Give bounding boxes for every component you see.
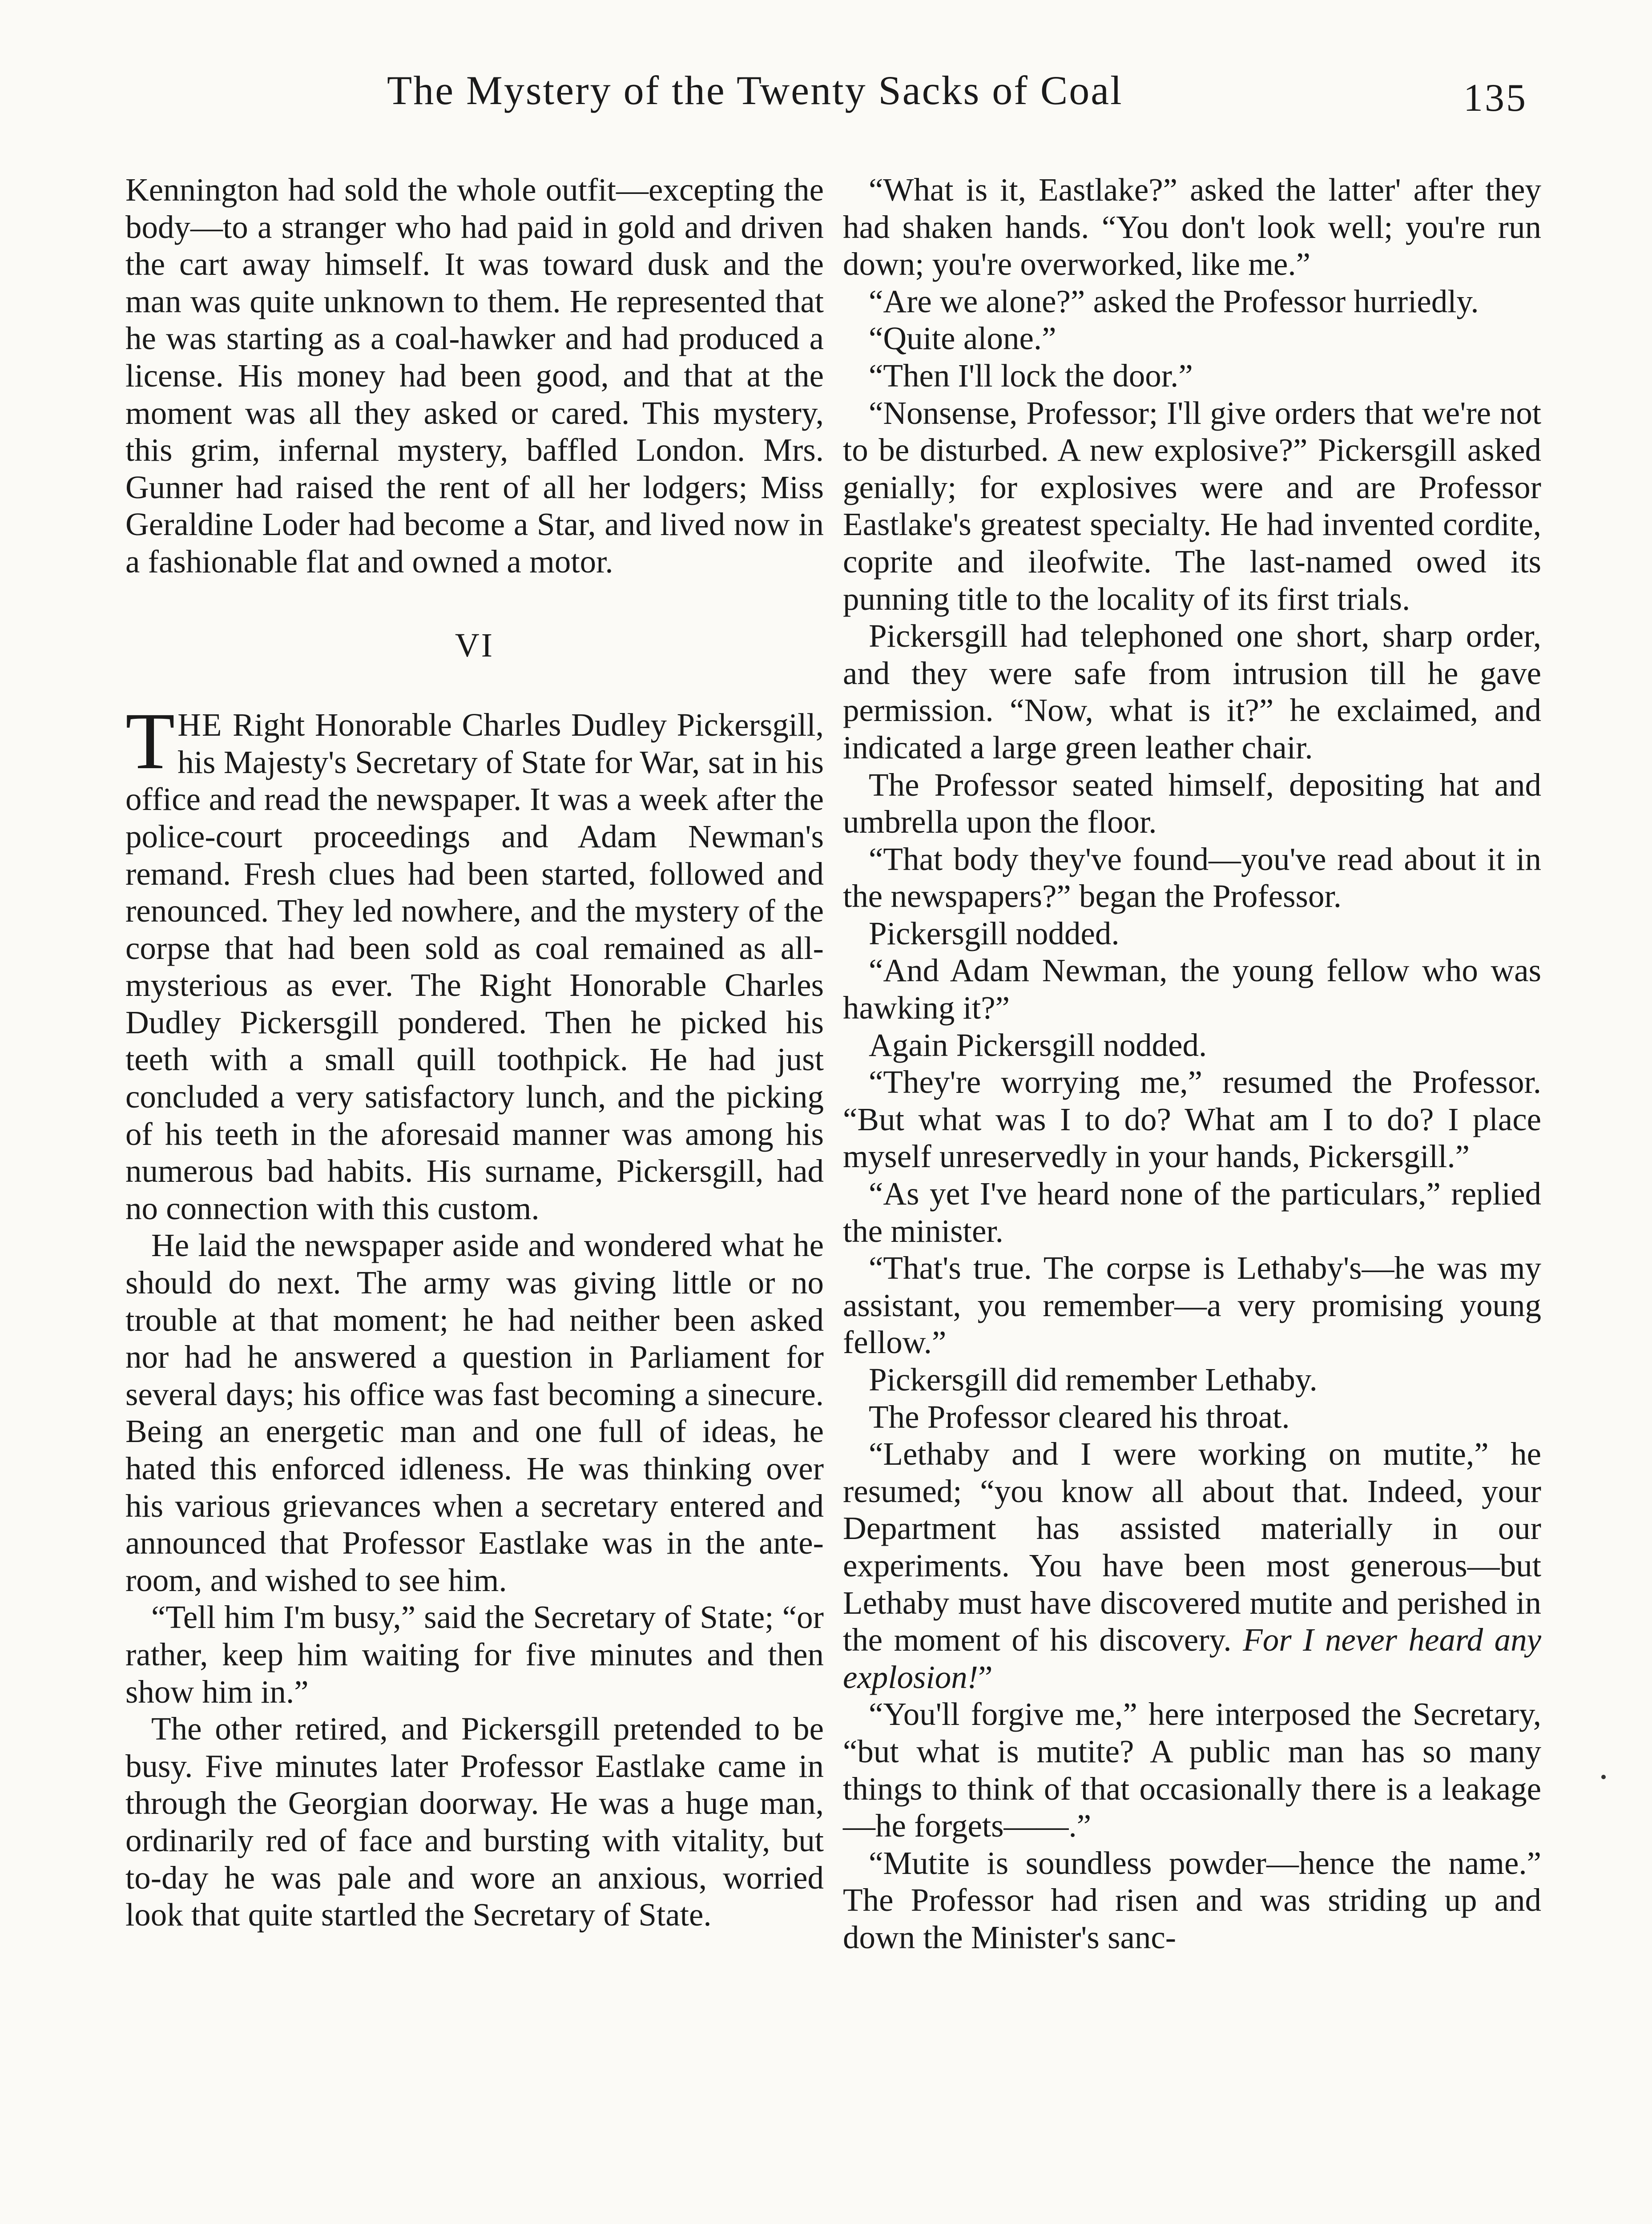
paragraph: “You'll forgive me,” here interposed the Secretary, “but what is mutite? A public man has so many things to think of that occasionally there is a leakage—he forgets——.” [843, 1696, 1541, 1844]
paragraph: The Professor seated himself, depositing hat and umbrella upon the floor. [843, 766, 1541, 840]
left-column [125, 171, 824, 1934]
paragraph: He laid the newspaper aside and wondered what he should do next. The army was giving little or no trouble at that moment; he had neither been asked nor had he answered a question in Parliament for several days; his office was fast becoming a sinecure. Being an energetic man and one full of ideas, he hated this enforced idleness. He was thinking over his various grievances when a secretary entered and announced that Professor Eastlake was in the ante-room, and wished to see him. [125, 1227, 824, 1598]
paragraph: “And Adam Newman, the young fellow who was hawking it?” [843, 952, 1541, 1026]
paragraph: “Tell him I'm busy,” said the Secretary of State; “or rather, keep him waiting for five minutes and then show him in.” [125, 1599, 824, 1710]
paragraph-dropcap [125, 697, 824, 1227]
drop-cap: T [125, 697, 175, 786]
paragraph: “Nonsense, Professor; I'll give orders that we're not to be disturbed. A new explosive?” Pickersgill asked genially; for explosives were and are Professor Eastlake's greatest specialty. He had invented cordite, coprite and ileofwite. The last-named owed its punning title to the locality of its first trials. [843, 395, 1541, 617]
paragraph: “That body they've found—you've read about it in the newspapers?” began the Professor. [843, 841, 1541, 915]
paragraph-text: “Lethaby and I were working on mutite,” he resumed; “you know all about that. Indeed, your Department has assisted materially in our experiments. You have been most generous—but Lethaby must have discovered mutite and perished in the moment of his discovery. [843, 1436, 1541, 1658]
paragraph: “As yet I've heard none of the particulars,” replied the minister. [843, 1176, 1541, 1249]
italic-text: For I never heard any explosion! [843, 1622, 1541, 1695]
running-head [0, 67, 1652, 142]
paragraph: “Quite alone.” [869, 320, 1056, 357]
section-heading: VI [455, 626, 495, 664]
paragraph: The other retired, and Pickersgill pretended to be busy. Five minutes later Professor Eastlake came in through the Georgian doorway. He was a huge man, ordinarily red of face and bursting with vitality, but to-day he was pale and wore an anxious, worried look that quite startled the Secretary of State. [125, 1711, 824, 1933]
paragraph: “Mutite is soundless powder—hence the name.” The Professor had risen and was striding up and down the Minister's sanc- [843, 1845, 1541, 1955]
paragraph: Again Pickersgill nodded. [869, 1027, 1207, 1063]
paragraph: “What is it, Eastlake?” asked the latter' after they had shaken hands. “You don't look well; you're run down; you're overworked, like me.” [843, 172, 1541, 282]
paragraph: “They're worrying me,” resumed the Professor. “But what was I to do? What am I to do? I place myself unreservedly in your hands, Pickersgill.” [843, 1064, 1541, 1175]
paragraph: Pickersgill had telephoned one short, sharp order, and they were safe from intrusion till he gave permission. “Now, what is it?” he exclaimed, and indicated a large green leather chair. [843, 618, 1541, 766]
paragraph-end: ” [978, 1659, 993, 1695]
paragraph: Kennington had sold the whole outfit—excepting the body—to a stranger who had paid in gold and driven the cart away himself. It was toward dusk and the man was quite unknown to them. He represented that he was starting as a coal-hawker and had produced a license. His money had been good, and that at the moment was all they asked or cared. This mystery, this grim, infernal mystery, baffled London. Mrs. Gunner had raised the rent of all her lodgers; Miss Geraldine Loder had become a Star, and lived now in a fashionable flat and owned a motor. [125, 172, 824, 580]
paragraph-text: Right Honorable Charles Dudley Pickersgill, his Majesty's Secretary of State for War, sat in his office and read the newspaper. It was a week after the police-court proceedings and Adam Newman's remand. Fresh clues had been started, followed and renounced. They led nowhere, and the mystery of the corpse that had been sold as coal remained as all-mysterious as ever. The Right Honorable Charles Dudley Pickersgill pondered. Then he picked his teeth with a small quill toothpick. He had just concluded a very satisfactory lunch, and the picking of his teeth in the aforesaid manner was among his numerous bad habits. His surname, Pickersgill, had no connection with this custom. [125, 707, 824, 1226]
paragraph: Pickersgill did remember Lethaby. [869, 1362, 1318, 1398]
running-title: The Mystery of the Twenty Sacks of Coal [387, 68, 1123, 113]
small-caps-lead: HE [177, 707, 223, 743]
paragraph [843, 1435, 1541, 1696]
page-number: 135 [1463, 77, 1527, 120]
paragraph: “Are we alone?” asked the Professor hurriedly. [869, 283, 1479, 319]
right-column [843, 171, 1541, 1956]
paragraph: Pickersgill nodded. [869, 915, 1120, 951]
paragraph: The Professor cleared his throat. [869, 1398, 1290, 1435]
ink-speck [1601, 1775, 1606, 1779]
paragraph: “That's true. The corpse is Lethaby's—he was my assistant, you remember—a very promising young fellow.” [843, 1250, 1541, 1361]
paragraph: “Then I'll lock the door.” [869, 357, 1193, 394]
